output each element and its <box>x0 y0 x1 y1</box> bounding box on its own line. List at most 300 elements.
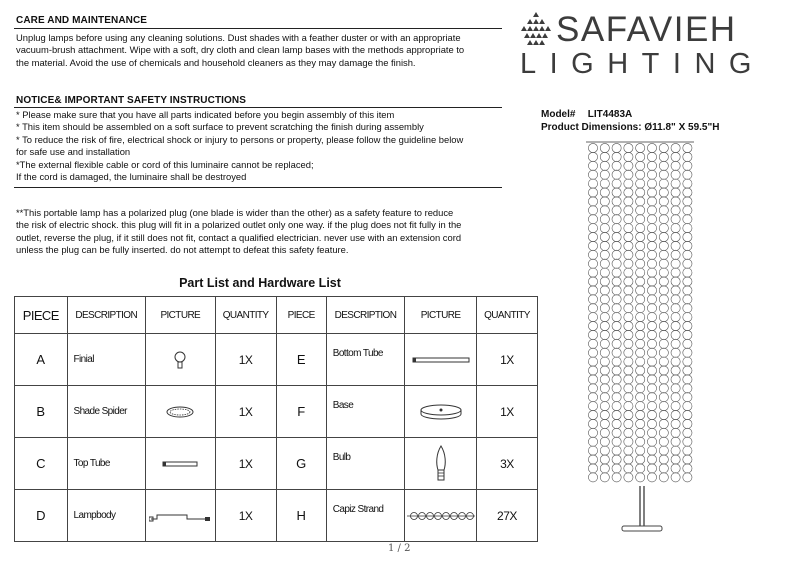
capiz-shell <box>612 241 621 250</box>
capiz-shell <box>659 464 668 473</box>
capiz-shell <box>683 188 692 197</box>
capiz-shell <box>588 179 597 188</box>
capiz-shell <box>683 446 692 455</box>
picture-cell <box>145 438 215 490</box>
capiz-shell <box>636 179 645 188</box>
capiz-shell <box>600 197 609 206</box>
capiz-shell <box>671 410 680 419</box>
capiz-shell <box>624 143 633 152</box>
capiz-shell <box>624 295 633 304</box>
capiz-shell <box>624 161 633 170</box>
capiz-shell <box>683 286 692 295</box>
capiz-shell <box>588 170 597 179</box>
capiz-shell <box>612 197 621 206</box>
care-title-rule <box>14 28 502 29</box>
capiz-shell <box>624 286 633 295</box>
top-tube-icon <box>162 460 198 468</box>
col-header: PIECE <box>276 297 326 334</box>
capiz-shell <box>636 259 645 268</box>
safety-text <box>16 109 506 183</box>
capiz-shell <box>600 446 609 455</box>
capiz-shell <box>624 446 633 455</box>
capiz-shell <box>612 410 621 419</box>
capiz-shell <box>624 455 633 464</box>
capiz-shell <box>671 348 680 357</box>
capiz-shell <box>588 188 597 197</box>
capiz-shell <box>647 179 656 188</box>
capiz-shell <box>647 286 656 295</box>
capiz-shell <box>659 384 668 393</box>
capiz-shell <box>600 321 609 330</box>
capiz-shell <box>647 304 656 313</box>
capiz-shell <box>636 339 645 348</box>
capiz-shell <box>659 419 668 428</box>
capiz-shell <box>647 215 656 224</box>
capiz-shell <box>636 428 645 437</box>
capiz-shell <box>612 402 621 411</box>
capiz-shell <box>600 339 609 348</box>
capiz-shell <box>624 410 633 419</box>
capiz-shell <box>647 313 656 322</box>
capiz-shell <box>600 437 609 446</box>
capiz-shell <box>659 188 668 197</box>
capiz-shell <box>659 455 668 464</box>
capiz-shell <box>636 206 645 215</box>
capiz-shell <box>647 393 656 402</box>
capiz-shell <box>647 268 656 277</box>
piece-cell: B <box>15 386 68 438</box>
capiz-shell <box>671 197 680 206</box>
safety-line: *The external flexible cable or cord of this luminaire cannot be replaced; <box>16 158 314 170</box>
capiz-shell <box>659 295 668 304</box>
capiz-shell <box>624 437 633 446</box>
capiz-shell <box>624 232 633 241</box>
capiz-shell <box>624 428 633 437</box>
capiz-shell <box>612 357 621 366</box>
capiz-shell <box>588 215 597 224</box>
capiz-shell <box>600 393 609 402</box>
plug-line: unless the plug can be fully inserted. do not attempt to defeat this safety feature. <box>16 244 349 256</box>
capiz-shell <box>588 384 597 393</box>
shade-spider-icon <box>165 405 195 419</box>
capiz-shell <box>636 152 645 161</box>
plug-note <box>16 207 506 257</box>
capiz-shell <box>612 143 621 152</box>
capiz-shell <box>671 419 680 428</box>
capiz-shell <box>624 197 633 206</box>
capiz-shell <box>624 277 633 286</box>
capiz-shell <box>612 215 621 224</box>
capiz-shell <box>600 313 609 322</box>
capiz-shell <box>683 419 692 428</box>
capiz-shell <box>600 268 609 277</box>
capiz-shell <box>612 464 621 473</box>
capiz-shell <box>624 402 633 411</box>
capiz-shell <box>588 419 597 428</box>
capiz-shell <box>624 313 633 322</box>
capiz-shell <box>647 224 656 233</box>
capiz-shell <box>659 428 668 437</box>
capiz-shell <box>671 295 680 304</box>
capiz-shell <box>647 428 656 437</box>
capiz-shell <box>683 179 692 188</box>
capiz-shell <box>612 179 621 188</box>
qty-cell: 1X <box>215 386 276 438</box>
capiz-shell <box>612 152 621 161</box>
capiz-shell <box>600 330 609 339</box>
capiz-shell <box>612 304 621 313</box>
capiz-shell <box>612 455 621 464</box>
capiz-shell <box>600 304 609 313</box>
capiz-shell <box>647 295 656 304</box>
capiz-shell <box>683 402 692 411</box>
capiz-shell <box>671 161 680 170</box>
capiz-shell <box>647 197 656 206</box>
bulb-icon <box>434 444 448 484</box>
capiz-shell <box>624 170 633 179</box>
capiz-shell <box>636 277 645 286</box>
care-line: the material. Avoid the use of chemicals and household cleaners as they may damage the finish. <box>16 56 416 68</box>
capiz-shell <box>588 437 597 446</box>
capiz-shell <box>647 348 656 357</box>
capiz-shell <box>636 295 645 304</box>
capiz-shell <box>659 321 668 330</box>
capiz-shell <box>647 375 656 384</box>
capiz-shell <box>683 464 692 473</box>
dims-line <box>541 122 719 133</box>
desc-cell: Lampbody <box>67 490 145 542</box>
capiz-shell <box>659 393 668 402</box>
capiz-shell <box>600 250 609 259</box>
table-row <box>15 334 538 386</box>
safety-bottom-rule <box>14 187 502 188</box>
capiz-shell <box>647 188 656 197</box>
capiz-shell <box>624 179 633 188</box>
capiz-shell <box>647 232 656 241</box>
capiz-shell <box>671 357 680 366</box>
capiz-shell <box>612 428 621 437</box>
capiz-shell <box>612 321 621 330</box>
capiz-shell <box>659 410 668 419</box>
capiz-shell <box>612 446 621 455</box>
capiz-shell <box>636 410 645 419</box>
desc-cell: Finial <box>67 334 145 386</box>
capiz-shell <box>683 428 692 437</box>
capiz-shell <box>683 330 692 339</box>
capiz-shell <box>624 259 633 268</box>
capiz-shell <box>612 206 621 215</box>
capiz-shell <box>624 330 633 339</box>
capiz-shell <box>636 313 645 322</box>
capiz-shell <box>600 419 609 428</box>
plug-line: outlet, reverse the plug, if it still does not fit, contact a qualified electrician. never use with an extension cord <box>16 231 462 243</box>
capiz-shell <box>588 143 597 152</box>
capiz-shell <box>588 313 597 322</box>
capiz-shell <box>612 188 621 197</box>
capiz-shell <box>624 188 633 197</box>
capiz-shell <box>671 384 680 393</box>
capiz-shell <box>600 241 609 250</box>
safety-line: If the cord is damaged, the luminaire shall be destroyed <box>16 171 247 183</box>
capiz-shell <box>647 259 656 268</box>
col-header: DESCRIPTION <box>67 297 145 334</box>
capiz-shell <box>659 170 668 179</box>
capiz-shell <box>600 143 609 152</box>
care-line: vacuum-brush attachment. Wipe with a soft, dry cloth and clean lamp bases with the methods appropriate to <box>16 44 465 56</box>
safety-line: for safe use and installation <box>16 146 131 158</box>
capiz-shell <box>671 215 680 224</box>
safety-line: * To reduce the risk of fire, electrical shock or injury to persons or property, please follow the guideline below <box>16 133 464 145</box>
capiz-shell <box>683 241 692 250</box>
capiz-shell <box>683 143 692 152</box>
desc-cell: Bulb <box>326 438 404 490</box>
capiz-shell <box>683 313 692 322</box>
capiz-shell <box>683 268 692 277</box>
capiz-shell <box>636 188 645 197</box>
capiz-shell <box>659 215 668 224</box>
model-line <box>541 109 632 120</box>
capiz-shell <box>588 206 597 215</box>
capiz-shell <box>612 232 621 241</box>
capiz-shell <box>612 313 621 322</box>
capiz-shell <box>683 304 692 313</box>
capiz-shell <box>600 232 609 241</box>
col-header: PICTURE <box>145 297 215 334</box>
capiz-shell <box>659 179 668 188</box>
capiz-shell <box>624 384 633 393</box>
capiz-shell <box>588 410 597 419</box>
capiz-shell <box>671 170 680 179</box>
capiz-shell <box>647 241 656 250</box>
capiz-shell <box>659 161 668 170</box>
plug-line: **This portable lamp has a polarized plug (one blade is wider than the other) as a safety feature to reduce <box>16 207 454 218</box>
capiz-shell <box>600 473 609 482</box>
capiz-shell <box>647 277 656 286</box>
capiz-shell <box>600 215 609 224</box>
capiz-shell <box>647 357 656 366</box>
lampbody-icon <box>149 509 211 523</box>
chandelier-logo-icon <box>516 10 556 50</box>
capiz-shell <box>600 384 609 393</box>
capiz-shell <box>636 286 645 295</box>
capiz-shell <box>624 152 633 161</box>
capiz-shell <box>659 313 668 322</box>
capiz-shell <box>659 259 668 268</box>
capiz-shell <box>636 393 645 402</box>
capiz-shell <box>600 464 609 473</box>
capiz-shell <box>624 339 633 348</box>
brand-name: SAFAVIEH <box>556 10 737 49</box>
capiz-shell <box>647 170 656 179</box>
capiz-shell <box>683 393 692 402</box>
capiz-shell <box>600 366 609 375</box>
desc-cell: Shade Spider <box>67 386 145 438</box>
qty-cell: 1X <box>215 334 276 386</box>
capiz-shell <box>612 437 621 446</box>
qty-cell: 1X <box>215 490 276 542</box>
capiz-shell <box>636 402 645 411</box>
capiz-strand-icon <box>406 510 476 522</box>
capiz-shell <box>671 268 680 277</box>
capiz-shell <box>647 419 656 428</box>
capiz-shell <box>647 143 656 152</box>
capiz-shell <box>600 224 609 233</box>
desc-cell: Capiz Strand <box>326 490 404 542</box>
qty-cell: 27X <box>476 490 537 542</box>
capiz-shell <box>612 170 621 179</box>
capiz-shell <box>659 277 668 286</box>
capiz-shell <box>588 286 597 295</box>
capiz-shell <box>683 206 692 215</box>
capiz-shell <box>671 152 680 161</box>
capiz-shell <box>671 455 680 464</box>
qty-cell: 1X <box>476 386 537 438</box>
picture-cell <box>405 334 477 386</box>
capiz-shell <box>612 277 621 286</box>
capiz-shell <box>683 277 692 286</box>
capiz-shell <box>636 321 645 330</box>
capiz-shell <box>600 161 609 170</box>
capiz-shell <box>588 402 597 411</box>
capiz-shell <box>659 268 668 277</box>
capiz-shell <box>600 295 609 304</box>
capiz-shell <box>659 152 668 161</box>
capiz-shell <box>624 366 633 375</box>
capiz-shell <box>612 419 621 428</box>
capiz-shell <box>624 357 633 366</box>
capiz-shell <box>624 304 633 313</box>
brand-sub: LIGHTING <box>520 48 765 80</box>
capiz-shell <box>612 268 621 277</box>
capiz-shell <box>588 277 597 286</box>
table-row <box>15 490 538 542</box>
capiz-shell <box>624 215 633 224</box>
capiz-shell <box>671 366 680 375</box>
capiz-shell <box>647 437 656 446</box>
capiz-shell <box>659 375 668 384</box>
picture-cell <box>405 386 477 438</box>
capiz-shell <box>612 330 621 339</box>
capiz-shell <box>647 321 656 330</box>
capiz-shell <box>636 384 645 393</box>
base-icon <box>419 403 463 421</box>
capiz-shell <box>588 428 597 437</box>
capiz-shell <box>683 224 692 233</box>
capiz-shell <box>600 259 609 268</box>
capiz-shell <box>624 321 633 330</box>
capiz-shell <box>671 179 680 188</box>
capiz-shell <box>636 464 645 473</box>
capiz-shell <box>647 161 656 170</box>
capiz-shell <box>600 286 609 295</box>
capiz-shell <box>671 259 680 268</box>
capiz-shell <box>600 410 609 419</box>
capiz-shell <box>588 330 597 339</box>
capiz-shell <box>612 250 621 259</box>
capiz-shell <box>588 259 597 268</box>
capiz-shell <box>647 473 656 482</box>
capiz-shell <box>588 339 597 348</box>
model-value: LIT4483A <box>587 109 633 120</box>
capiz-shell <box>600 375 609 384</box>
qty-cell: 1X <box>476 334 537 386</box>
capiz-shell <box>636 143 645 152</box>
capiz-shell <box>647 455 656 464</box>
capiz-shell <box>624 224 633 233</box>
capiz-shell <box>647 384 656 393</box>
capiz-shell <box>636 437 645 446</box>
capiz-shell <box>624 206 633 215</box>
capiz-shell <box>671 241 680 250</box>
plug-line: the risk of electric shock. this plug will fit in a polarized outlet only one way. if the plug does not fit fully in the <box>16 219 462 231</box>
capiz-shell <box>636 170 645 179</box>
parts-table <box>14 296 538 542</box>
capiz-shell <box>671 206 680 215</box>
qty-cell: 1X <box>215 438 276 490</box>
capiz-shell <box>588 393 597 402</box>
dims-label: Product Dimensions: <box>541 122 642 133</box>
capiz-shell <box>671 224 680 233</box>
col-header: PICTURE <box>405 297 477 334</box>
capiz-shell <box>636 241 645 250</box>
capiz-shell <box>612 339 621 348</box>
capiz-shell <box>659 446 668 455</box>
finial-icon <box>173 351 187 369</box>
capiz-shell <box>588 304 597 313</box>
capiz-shell <box>671 393 680 402</box>
capiz-shell <box>659 402 668 411</box>
capiz-shell <box>600 152 609 161</box>
capiz-shell <box>659 206 668 215</box>
picture-cell <box>145 334 215 386</box>
capiz-shell <box>671 464 680 473</box>
capiz-shell <box>588 197 597 206</box>
capiz-shell <box>612 286 621 295</box>
capiz-shell <box>647 402 656 411</box>
piece-cell: A <box>15 334 68 386</box>
capiz-shell <box>636 348 645 357</box>
capiz-shell <box>636 330 645 339</box>
picture-cell <box>405 490 477 542</box>
capiz-shell <box>588 161 597 170</box>
capiz-shell <box>600 179 609 188</box>
capiz-shell <box>683 410 692 419</box>
capiz-shell <box>636 215 645 224</box>
capiz-shell <box>659 197 668 206</box>
capiz-shell <box>588 455 597 464</box>
table-header-row <box>15 297 538 334</box>
capiz-shell <box>588 366 597 375</box>
picture-cell <box>145 490 215 542</box>
capiz-shell <box>683 295 692 304</box>
capiz-shell <box>683 259 692 268</box>
capiz-shell <box>600 188 609 197</box>
safety-line: * Please make sure that you have all parts indicated before you begin assembly of this item <box>16 109 395 120</box>
capiz-shell <box>612 295 621 304</box>
capiz-shell <box>659 143 668 152</box>
qty-cell: 3X <box>476 438 537 490</box>
capiz-shell <box>683 161 692 170</box>
capiz-shell <box>659 357 668 366</box>
capiz-shell <box>624 250 633 259</box>
page-number: 1 / 2 <box>388 543 411 554</box>
capiz-shell <box>671 277 680 286</box>
capiz-shell <box>636 473 645 482</box>
capiz-shell <box>588 232 597 241</box>
capiz-shell <box>671 304 680 313</box>
capiz-shell <box>588 464 597 473</box>
capiz-shell <box>588 152 597 161</box>
